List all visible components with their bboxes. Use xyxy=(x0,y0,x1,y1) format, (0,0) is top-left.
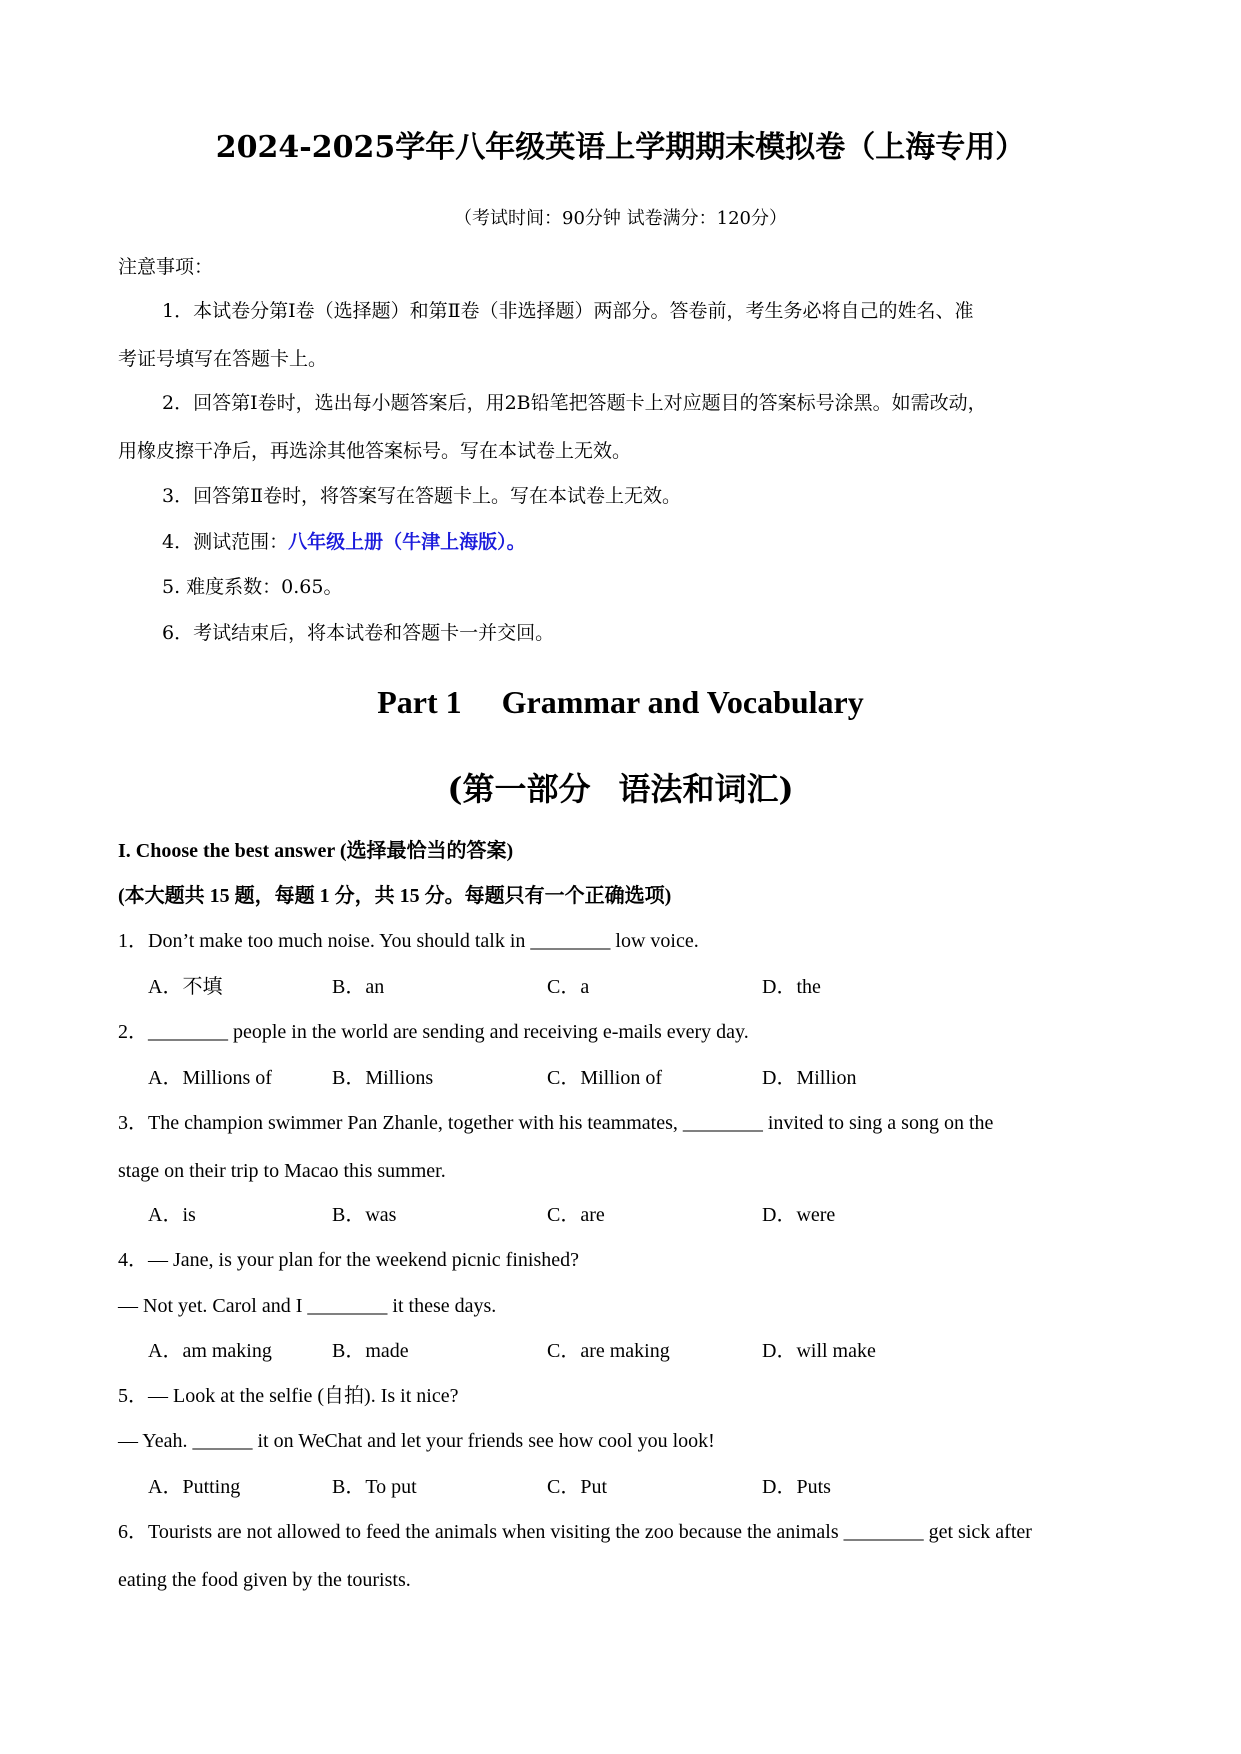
part-title-cn: 语法和词汇) xyxy=(618,770,794,808)
section-instruction: (本大题共 15 题，每题 1 分，共 15 分。每题只有一个正确选项) xyxy=(118,885,672,907)
question-1-stem: 1．Don’t make too much noise. You should talk in ________ low voice. xyxy=(118,930,699,952)
question-5-stem-line-1: 5．— Look at the selfie (自拍). Is it nice? xyxy=(118,1385,459,1407)
note-2-line-2: 用橡皮擦干净后，再选涂其他答案标号。写在本试卷上无效。 xyxy=(118,440,632,462)
question-1-option-a: A．不填 xyxy=(148,976,223,998)
question-4-option-d: D．will make xyxy=(762,1340,876,1362)
question-5-option-b: B．To put xyxy=(332,1476,417,1498)
note-1-line-2: 考证号填写在答题卡上。 xyxy=(118,348,328,370)
question-3-option-b: B．was xyxy=(332,1204,397,1226)
question-4-option-a: A．am making xyxy=(148,1340,272,1362)
question-1-option-b: B．an xyxy=(332,976,385,998)
part-heading-en xyxy=(0,686,1241,718)
question-1-option-d: D．the xyxy=(762,976,821,998)
question-3-option-a: A．is xyxy=(148,1204,196,1226)
question-4-stem-line-2: — Not yet. Carol and I ________ it these days. xyxy=(118,1295,497,1317)
exam-subtitle: （考试时间：90分钟 试卷满分：120分） xyxy=(454,208,787,229)
part-number-cn: (第一部分 xyxy=(447,770,591,808)
question-4-option-b: B．made xyxy=(332,1340,409,1362)
question-3-option-c: C．are xyxy=(547,1204,605,1226)
question-5-stem-line-2: — Yeah. ______ it on WeChat and let your friends see how cool you look! xyxy=(118,1430,715,1452)
question-2-option-a: A．Millions of xyxy=(148,1067,272,1089)
question-2-stem: 2．________ people in the world are sending and receiving e-mails every day. xyxy=(118,1021,749,1043)
exam-title: 2024-2025学年八年级英语上学期期末模拟卷（上海专用） xyxy=(215,130,1026,165)
question-2-option-b: B．Millions xyxy=(332,1067,434,1089)
note-3: 3．回答第Ⅱ卷时，将答案写在答题卡上。写在本试卷上无效。 xyxy=(162,485,682,507)
question-2-option-d: D．Million xyxy=(762,1067,857,1089)
section-heading: I. Choose the best answer (选择最恰当的答案) xyxy=(118,840,514,862)
part-heading-cn xyxy=(0,770,1241,808)
question-3-stem-line-1: 3．The champion swimmer Pan Zhanle, together with his teammates, ________ invited to sing a song on the xyxy=(118,1112,994,1134)
question-6-stem-line-2: eating the food given by the tourists. xyxy=(118,1569,411,1591)
question-3-stem-line-2: stage on their trip to Macao this summer. xyxy=(118,1160,446,1182)
note-4-prefix: 4．测试范围： xyxy=(162,531,289,553)
note-5: 5. 难度系数：0.65。 xyxy=(162,576,343,598)
question-5-option-d: D．Puts xyxy=(762,1476,831,1498)
note-4 xyxy=(162,533,526,552)
question-5-option-c: C．Put xyxy=(547,1476,608,1498)
question-5-option-a: A．Putting xyxy=(148,1476,241,1498)
test-scope-highlight: 八年级上册（牛津上海版）。 xyxy=(288,531,526,553)
question-1-option-c: C．a xyxy=(547,976,590,998)
note-6: 6．考试结束后，将本试卷和答题卡一并交回。 xyxy=(162,622,555,644)
question-2-option-c: C．Million of xyxy=(547,1067,663,1089)
part-title-en: Grammar and Vocabulary xyxy=(501,684,864,720)
notes-heading: 注意事项： xyxy=(118,256,214,278)
part-number: Part 1 xyxy=(377,684,462,720)
question-6-stem-line-1: 6．Tourists are not allowed to feed the animals when visiting the zoo because the animals ________ get sick after xyxy=(118,1521,1032,1543)
question-4-stem-line-1: 4．— Jane, is your plan for the weekend picnic finished? xyxy=(118,1249,579,1271)
question-4-option-c: C．are making xyxy=(547,1340,670,1362)
note-2-line-1: 2．回答第Ⅰ卷时，选出每小题答案后，用2B铅笔把答题卡上对应题目的答案标号涂黑。如需改动， xyxy=(162,392,987,414)
question-3-option-d: D．were xyxy=(762,1204,836,1226)
note-1-line-1: 1．本试卷分第Ⅰ卷（选择题）和第Ⅱ卷（非选择题）两部分。答卷前，考生务必将自己的姓名、准 xyxy=(162,300,974,322)
